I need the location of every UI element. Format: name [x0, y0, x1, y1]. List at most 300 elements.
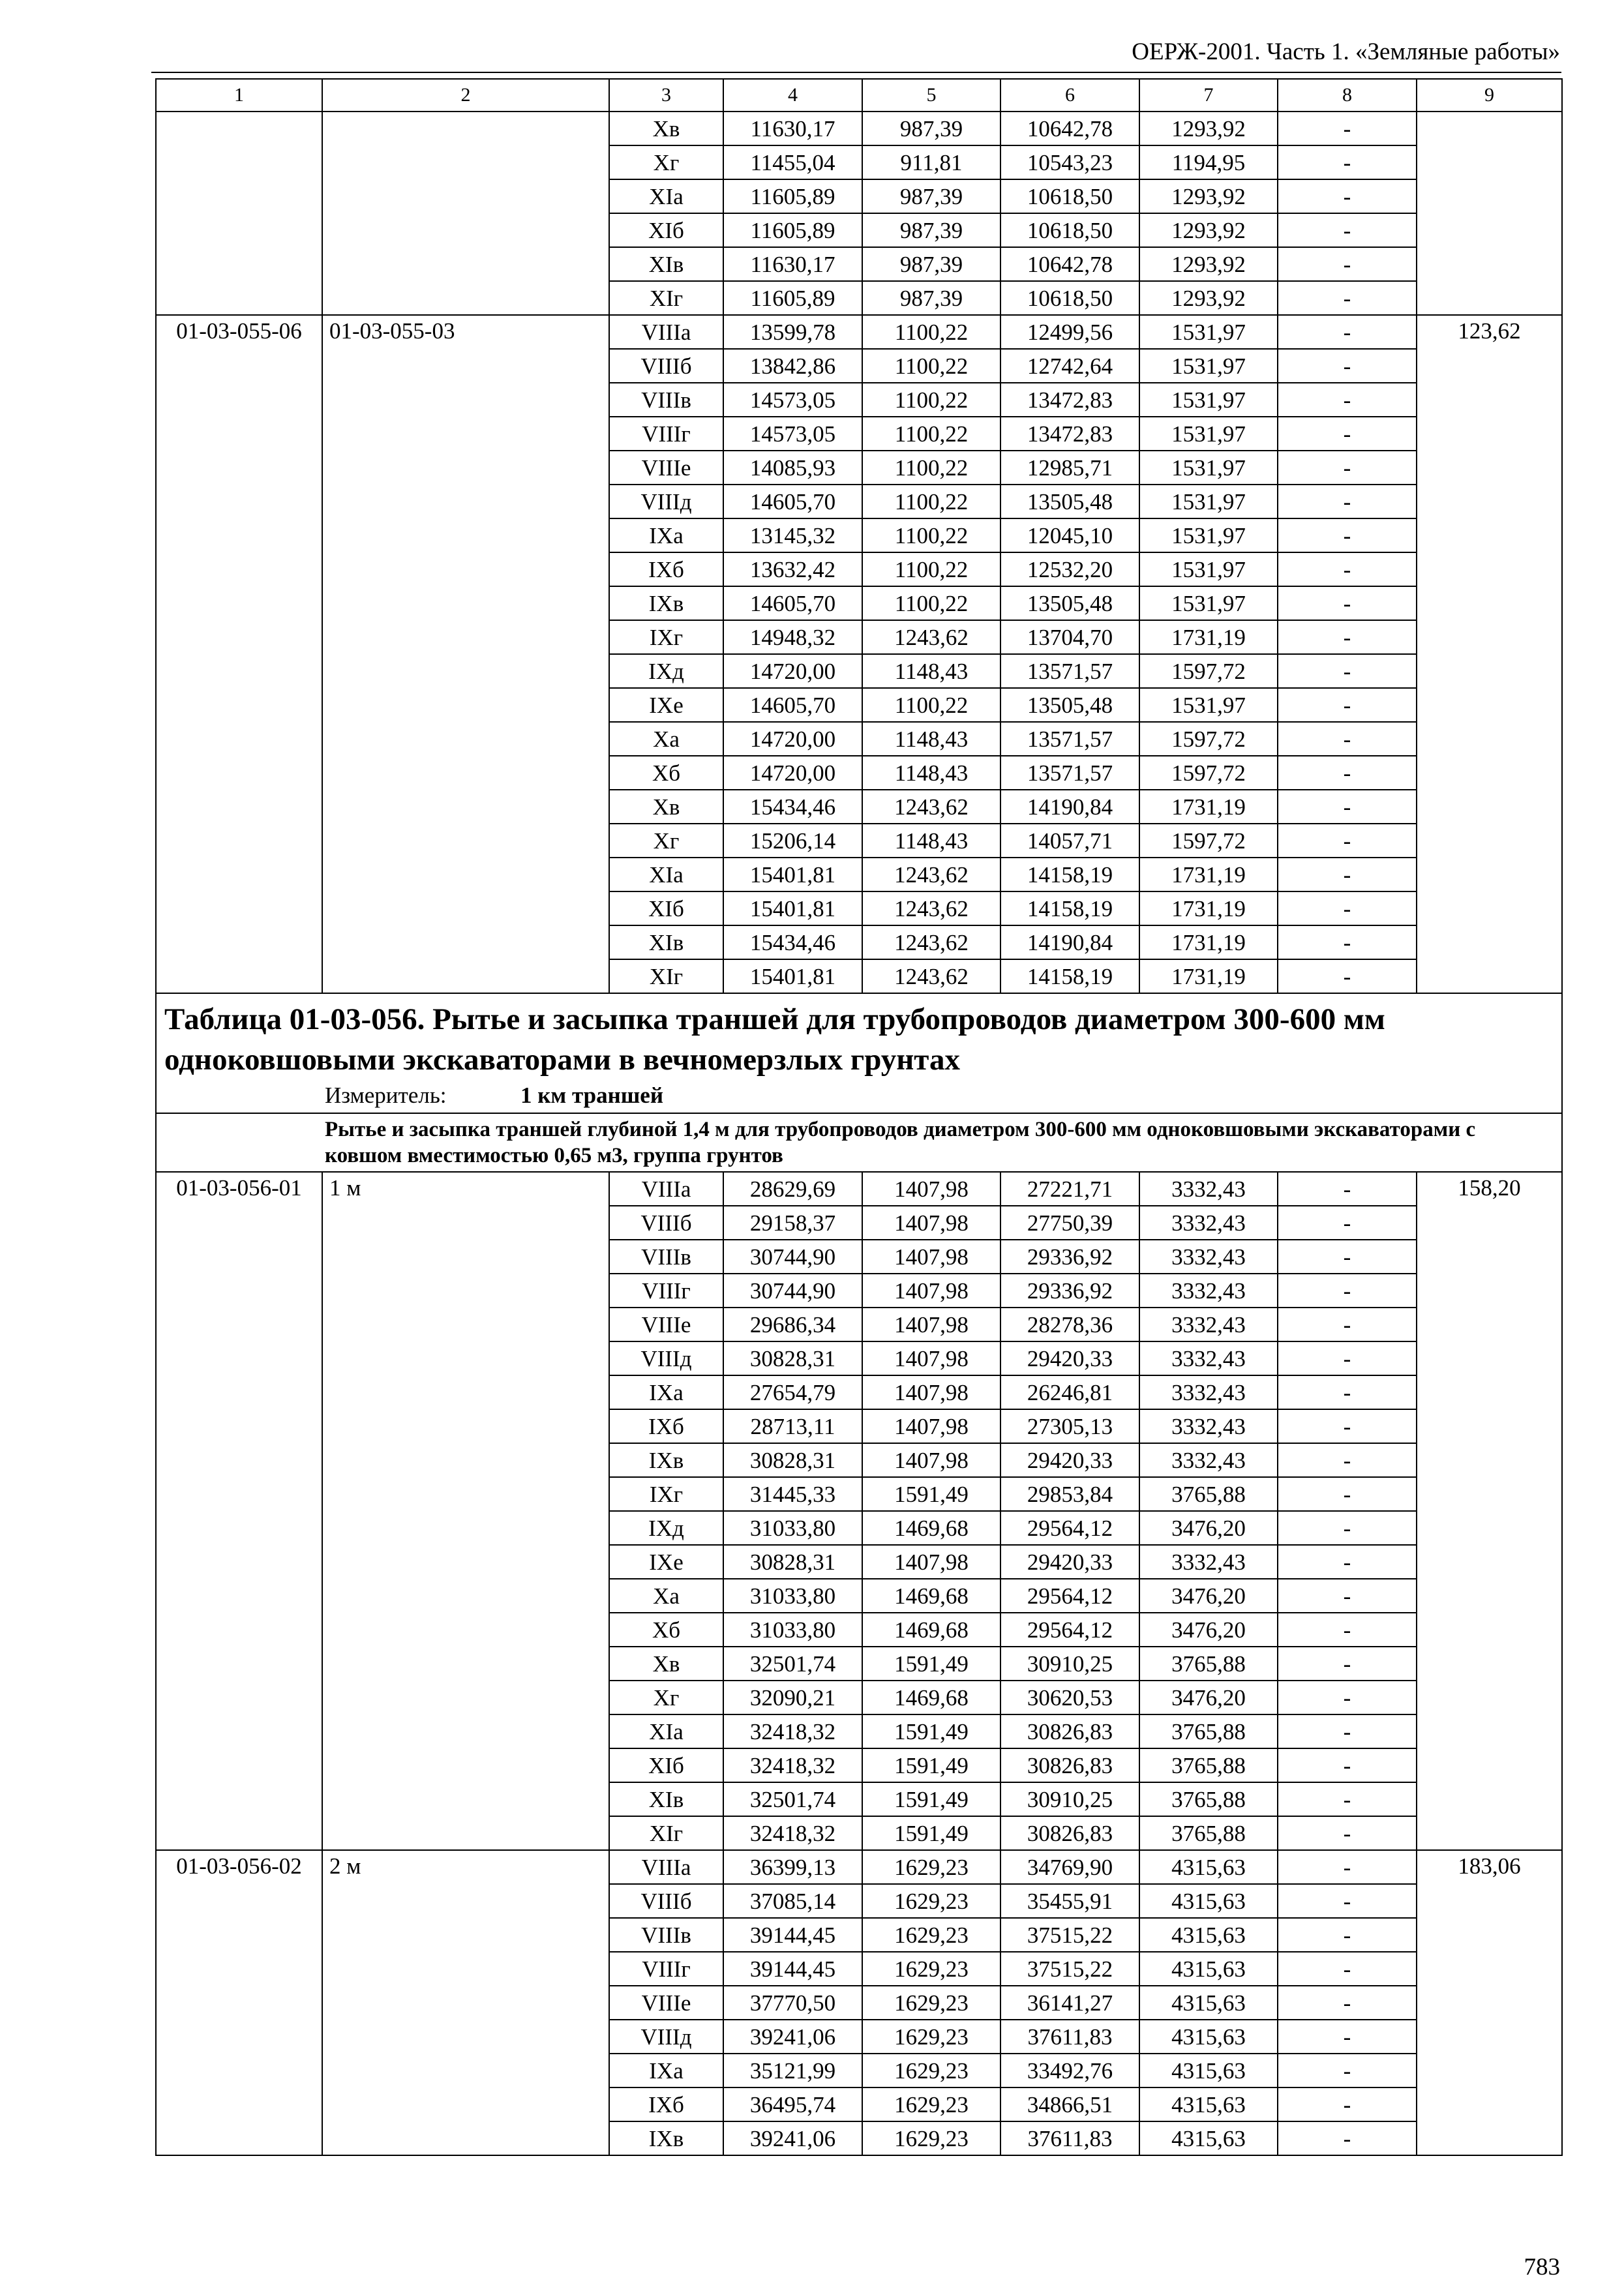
value-cell: 13632,42: [723, 552, 862, 586]
value-cell: 13704,70: [1000, 620, 1139, 654]
value-cell: 1629,23: [862, 2020, 1000, 2054]
value-cell: -: [1278, 824, 1417, 858]
value-cell: 10618,50: [1000, 281, 1139, 315]
value-cell: 1731,19: [1139, 620, 1278, 654]
value-cell: 1293,92: [1139, 112, 1278, 145]
value-cell: -: [1278, 247, 1417, 281]
value-cell: 30828,31: [723, 1545, 862, 1579]
value-cell: 3765,88: [1139, 1782, 1278, 1816]
soil-group-cell: VIIIг: [609, 1274, 723, 1308]
unit-value: 1 км траншей: [520, 1083, 664, 1108]
value-cell: 10543,23: [1000, 145, 1139, 179]
column-number-cell: 6: [1000, 79, 1139, 112]
value-cell: 1243,62: [862, 790, 1000, 824]
value-cell: 3765,88: [1139, 1477, 1278, 1511]
value-cell: 39241,06: [723, 2121, 862, 2155]
value-cell: 35121,99: [723, 2054, 862, 2087]
value-cell: 1731,19: [1139, 925, 1278, 959]
work-name-cell: 2 м: [322, 1850, 609, 2155]
value-cell: 3332,43: [1139, 1240, 1278, 1274]
soil-group-cell: VIIIд: [609, 1341, 723, 1375]
soil-group-cell: VIIIд: [609, 2020, 723, 2054]
value-cell: 33492,76: [1000, 2054, 1139, 2087]
value-cell: 28629,69: [723, 1172, 862, 1206]
value-cell: 29564,12: [1000, 1511, 1139, 1545]
soil-group-cell: XIб: [609, 891, 723, 925]
value-cell: 30826,83: [1000, 1816, 1139, 1850]
soil-group-cell: VIIIг: [609, 1952, 723, 1986]
value-cell: 3332,43: [1139, 1206, 1278, 1240]
value-cell: 3332,43: [1139, 1172, 1278, 1206]
value-cell: 29686,34: [723, 1308, 862, 1341]
value-cell: 3332,43: [1139, 1375, 1278, 1409]
value-cell: 13472,83: [1000, 383, 1139, 417]
value-cell: 14605,70: [723, 586, 862, 620]
column-number-cell: 5: [862, 79, 1000, 112]
value-cell: 1407,98: [862, 1443, 1000, 1477]
value-cell: 29853,84: [1000, 1477, 1139, 1511]
value-cell: 11605,89: [723, 179, 862, 213]
value-cell: -: [1278, 112, 1417, 145]
value-cell: 30826,83: [1000, 1748, 1139, 1782]
value-cell: -: [1278, 1545, 1417, 1579]
value-cell: 1293,92: [1139, 247, 1278, 281]
value-cell: 29564,12: [1000, 1579, 1139, 1613]
soil-group-cell: Ха: [609, 1579, 723, 1613]
column-number-row: [156, 79, 1562, 112]
soil-group-cell: XIг: [609, 1816, 723, 1850]
soil-group-cell: VIIIе: [609, 1308, 723, 1341]
value-cell: -: [1278, 722, 1417, 756]
work-name-cell: 01-03-055-03: [322, 315, 609, 993]
value-cell: 14158,19: [1000, 959, 1139, 993]
table-row: [156, 1850, 1562, 1884]
page-header-title: ОЕРЖ-2001. Часть 1. «Земляные работы»: [1132, 38, 1560, 65]
value-cell: 28278,36: [1000, 1308, 1139, 1341]
value-cell: -: [1278, 891, 1417, 925]
value-cell: 1194,95: [1139, 145, 1278, 179]
table-title: Таблица 01-03-056. Рытье и засыпка траншей для трубопроводов диаметром 300-600 мм одноковшовыми экскаваторами в вечномерзлых грунтах: [164, 1002, 1385, 1077]
value-cell: 1531,97: [1139, 518, 1278, 552]
value-cell: 1148,43: [862, 756, 1000, 790]
soil-group-cell: VIIIб: [609, 1884, 723, 1918]
value-cell: 29336,92: [1000, 1240, 1139, 1274]
work-name-cell: 1 м: [322, 1172, 609, 1850]
value-cell: 1293,92: [1139, 179, 1278, 213]
soil-group-cell: IXб: [609, 552, 723, 586]
value-cell: 27750,39: [1000, 1206, 1139, 1240]
column-number-cell: 1: [156, 79, 322, 112]
value-cell: 32501,74: [723, 1647, 862, 1681]
table-row: [156, 112, 1562, 145]
value-cell: 1100,22: [862, 485, 1000, 518]
value-cell: 31033,80: [723, 1511, 862, 1545]
value-cell: 37515,22: [1000, 1918, 1139, 1952]
value-cell: -: [1278, 1782, 1417, 1816]
value-cell: 37611,83: [1000, 2020, 1139, 2054]
soil-group-cell: VIIIв: [609, 383, 723, 417]
value-cell: 14057,71: [1000, 824, 1139, 858]
value-cell: 12742,64: [1000, 349, 1139, 383]
value-cell: -: [1278, 315, 1417, 349]
value-cell: 13571,57: [1000, 654, 1139, 688]
value-cell: 14158,19: [1000, 858, 1139, 891]
soil-group-cell: VIIIе: [609, 451, 723, 485]
value-cell: 1597,72: [1139, 722, 1278, 756]
value-cell: 4315,63: [1139, 1986, 1278, 2020]
value-cell: 14573,05: [723, 383, 862, 417]
value-cell: 15401,81: [723, 891, 862, 925]
value-cell: -: [1278, 2054, 1417, 2087]
value-cell: -: [1278, 552, 1417, 586]
total-cell: 158,20: [1417, 1172, 1562, 1850]
value-cell: -: [1278, 1884, 1417, 1918]
value-cell: 13505,48: [1000, 688, 1139, 722]
value-cell: 1148,43: [862, 722, 1000, 756]
value-cell: -: [1278, 1816, 1417, 1850]
value-cell: 14085,93: [723, 451, 862, 485]
value-cell: 10642,78: [1000, 112, 1139, 145]
soil-group-cell: VIIIв: [609, 1918, 723, 1952]
value-cell: 30828,31: [723, 1443, 862, 1477]
value-cell: 11455,04: [723, 145, 862, 179]
value-cell: 1531,97: [1139, 485, 1278, 518]
value-cell: 1629,23: [862, 1850, 1000, 1884]
value-cell: 13472,83: [1000, 417, 1139, 451]
value-cell: 30620,53: [1000, 1681, 1139, 1714]
column-number-cell: 8: [1278, 79, 1417, 112]
table-heading-row: [156, 993, 1562, 1113]
value-cell: 1100,22: [862, 383, 1000, 417]
value-cell: -: [1278, 451, 1417, 485]
soil-group-cell: Хв: [609, 1647, 723, 1681]
value-cell: 1731,19: [1139, 959, 1278, 993]
value-cell: 1100,22: [862, 315, 1000, 349]
value-cell: 3332,43: [1139, 1341, 1278, 1375]
value-cell: 1100,22: [862, 451, 1000, 485]
table-unit: [325, 1083, 1554, 1109]
value-cell: 1469,68: [862, 1613, 1000, 1647]
value-cell: -: [1278, 1681, 1417, 1714]
soil-group-cell: VIIIв: [609, 1240, 723, 1274]
value-cell: -: [1278, 688, 1417, 722]
value-cell: 12532,20: [1000, 552, 1139, 586]
value-cell: -: [1278, 1409, 1417, 1443]
value-cell: 27221,71: [1000, 1172, 1139, 1206]
value-cell: 29420,33: [1000, 1443, 1139, 1477]
value-cell: -: [1278, 790, 1417, 824]
soil-group-cell: Хб: [609, 756, 723, 790]
value-cell: 1293,92: [1139, 281, 1278, 315]
value-cell: 3765,88: [1139, 1816, 1278, 1850]
soil-group-cell: IXб: [609, 1409, 723, 1443]
value-cell: 1407,98: [862, 1172, 1000, 1206]
column-number-cell: 9: [1417, 79, 1562, 112]
value-cell: 26246,81: [1000, 1375, 1139, 1409]
value-cell: 4315,63: [1139, 2121, 1278, 2155]
value-cell: -: [1278, 959, 1417, 993]
value-cell: 14720,00: [723, 722, 862, 756]
value-cell: 1407,98: [862, 1308, 1000, 1341]
soil-group-cell: VIIIг: [609, 417, 723, 451]
value-cell: 1100,22: [862, 417, 1000, 451]
rates-table-body: [156, 79, 1562, 2155]
value-cell: 36399,13: [723, 1850, 862, 1884]
value-cell: 14158,19: [1000, 891, 1139, 925]
value-cell: 30826,83: [1000, 1714, 1139, 1748]
value-cell: -: [1278, 1172, 1417, 1206]
value-cell: 1531,97: [1139, 417, 1278, 451]
column-number-cell: 7: [1139, 79, 1278, 112]
value-cell: 1243,62: [862, 891, 1000, 925]
value-cell: 30744,90: [723, 1274, 862, 1308]
value-cell: 1407,98: [862, 1274, 1000, 1308]
value-cell: -: [1278, 1274, 1417, 1308]
soil-group-cell: XIг: [609, 281, 723, 315]
soil-group-cell: IXв: [609, 1443, 723, 1477]
value-cell: 1407,98: [862, 1240, 1000, 1274]
value-cell: 4315,63: [1139, 1918, 1278, 1952]
value-cell: -: [1278, 1240, 1417, 1274]
soil-group-cell: VIIIа: [609, 315, 723, 349]
value-cell: 11605,89: [723, 213, 862, 247]
unit-label: Измеритель:: [325, 1083, 447, 1108]
soil-group-cell: XIа: [609, 1714, 723, 1748]
rate-code-cell: 01-03-056-01: [156, 1172, 322, 1850]
rate-code-cell: 01-03-055-06: [156, 315, 322, 993]
soil-group-cell: VIIIб: [609, 349, 723, 383]
value-cell: 1100,22: [862, 586, 1000, 620]
value-cell: 13571,57: [1000, 722, 1139, 756]
value-cell: 3476,20: [1139, 1613, 1278, 1647]
soil-group-cell: XIв: [609, 925, 723, 959]
soil-group-cell: Хг: [609, 824, 723, 858]
value-cell: -: [1278, 1341, 1417, 1375]
value-cell: 39144,45: [723, 1952, 862, 1986]
value-cell: 35455,91: [1000, 1884, 1139, 1918]
value-cell: 11630,17: [723, 247, 862, 281]
value-cell: 987,39: [862, 247, 1000, 281]
value-cell: 1597,72: [1139, 756, 1278, 790]
value-cell: 29336,92: [1000, 1274, 1139, 1308]
header-divider: [151, 72, 1561, 73]
rates-table: [155, 78, 1563, 2156]
value-cell: -: [1278, 1375, 1417, 1409]
value-cell: 3765,88: [1139, 1647, 1278, 1681]
value-cell: -: [1278, 349, 1417, 383]
value-cell: -: [1278, 281, 1417, 315]
soil-group-cell: XIа: [609, 179, 723, 213]
soil-group-cell: IXе: [609, 688, 723, 722]
value-cell: 1629,23: [862, 1986, 1000, 2020]
value-cell: -: [1278, 485, 1417, 518]
value-cell: 987,39: [862, 179, 1000, 213]
value-cell: 4315,63: [1139, 1850, 1278, 1884]
value-cell: 29420,33: [1000, 1341, 1139, 1375]
value-cell: 1629,23: [862, 2087, 1000, 2121]
value-cell: 13842,86: [723, 349, 862, 383]
soil-group-cell: VIIIд: [609, 485, 723, 518]
value-cell: -: [1278, 145, 1417, 179]
soil-group-cell: IXа: [609, 1375, 723, 1409]
value-cell: 13571,57: [1000, 756, 1139, 790]
value-cell: -: [1278, 2121, 1417, 2155]
soil-group-cell: VIIIе: [609, 1986, 723, 2020]
value-cell: -: [1278, 620, 1417, 654]
value-cell: 15434,46: [723, 925, 862, 959]
value-cell: -: [1278, 1579, 1417, 1613]
value-cell: 27654,79: [723, 1375, 862, 1409]
value-cell: -: [1278, 1511, 1417, 1545]
value-cell: 1591,49: [862, 1647, 1000, 1681]
value-cell: 1243,62: [862, 620, 1000, 654]
value-cell: 14948,32: [723, 620, 862, 654]
value-cell: 3476,20: [1139, 1579, 1278, 1613]
value-cell: 32418,32: [723, 1714, 862, 1748]
value-cell: 37085,14: [723, 1884, 862, 1918]
value-cell: 1531,97: [1139, 586, 1278, 620]
value-cell: 30910,25: [1000, 1647, 1139, 1681]
value-cell: -: [1278, 1952, 1417, 1986]
value-cell: 1243,62: [862, 925, 1000, 959]
value-cell: 1731,19: [1139, 891, 1278, 925]
value-cell: 1591,49: [862, 1782, 1000, 1816]
value-cell: -: [1278, 586, 1417, 620]
value-cell: 1407,98: [862, 1409, 1000, 1443]
value-cell: 1407,98: [862, 1341, 1000, 1375]
soil-group-cell: Хг: [609, 1681, 723, 1714]
value-cell: 987,39: [862, 281, 1000, 315]
value-cell: 27305,13: [1000, 1409, 1139, 1443]
value-cell: 1100,22: [862, 552, 1000, 586]
soil-group-cell: IXа: [609, 2054, 723, 2087]
value-cell: 1531,97: [1139, 552, 1278, 586]
value-cell: -: [1278, 1206, 1417, 1240]
value-cell: -: [1278, 1308, 1417, 1341]
soil-group-cell: Хв: [609, 112, 723, 145]
soil-group-cell: IXа: [609, 518, 723, 552]
column-number-cell: 2: [322, 79, 609, 112]
value-cell: -: [1278, 925, 1417, 959]
value-cell: 30828,31: [723, 1341, 862, 1375]
value-cell: 4315,63: [1139, 2020, 1278, 2054]
value-cell: 3765,88: [1139, 1714, 1278, 1748]
soil-group-cell: VIIIа: [609, 1850, 723, 1884]
value-cell: -: [1278, 2020, 1417, 2054]
value-cell: 14573,05: [723, 417, 862, 451]
column-number-cell: 4: [723, 79, 862, 112]
soil-group-cell: IXд: [609, 654, 723, 688]
value-cell: 14720,00: [723, 654, 862, 688]
work-name-cell: [322, 112, 609, 315]
value-cell: 14720,00: [723, 756, 862, 790]
soil-group-cell: XIг: [609, 959, 723, 993]
value-cell: 1531,97: [1139, 349, 1278, 383]
value-cell: 3332,43: [1139, 1274, 1278, 1308]
value-cell: 12499,56: [1000, 315, 1139, 349]
value-cell: 12045,10: [1000, 518, 1139, 552]
value-cell: 39241,06: [723, 2020, 862, 2054]
value-cell: 1591,49: [862, 1748, 1000, 1782]
value-cell: 3332,43: [1139, 1409, 1278, 1443]
soil-group-cell: XIа: [609, 858, 723, 891]
value-cell: 1407,98: [862, 1375, 1000, 1409]
soil-group-cell: Хв: [609, 790, 723, 824]
value-cell: 987,39: [862, 213, 1000, 247]
value-cell: 37611,83: [1000, 2121, 1139, 2155]
value-cell: 3332,43: [1139, 1545, 1278, 1579]
table-description-row: [156, 1113, 1562, 1172]
value-cell: 4315,63: [1139, 1884, 1278, 1918]
value-cell: 1293,92: [1139, 213, 1278, 247]
value-cell: -: [1278, 417, 1417, 451]
value-cell: -: [1278, 1748, 1417, 1782]
value-cell: 15434,46: [723, 790, 862, 824]
value-cell: 29420,33: [1000, 1545, 1139, 1579]
value-cell: 31445,33: [723, 1477, 862, 1511]
total-cell: 183,06: [1417, 1850, 1562, 2155]
value-cell: -: [1278, 654, 1417, 688]
value-cell: -: [1278, 213, 1417, 247]
total-cell: 123,62: [1417, 315, 1562, 993]
value-cell: 36495,74: [723, 2087, 862, 2121]
value-cell: 1531,97: [1139, 451, 1278, 485]
value-cell: 39144,45: [723, 1918, 862, 1952]
value-cell: 1629,23: [862, 1918, 1000, 1952]
value-cell: -: [1278, 1613, 1417, 1647]
value-cell: -: [1278, 2087, 1417, 2121]
value-cell: 987,39: [862, 112, 1000, 145]
value-cell: -: [1278, 1647, 1417, 1681]
value-cell: 14190,84: [1000, 790, 1139, 824]
soil-group-cell: IXв: [609, 2121, 723, 2155]
value-cell: 1469,68: [862, 1579, 1000, 1613]
value-cell: 10618,50: [1000, 179, 1139, 213]
soil-group-cell: IXв: [609, 586, 723, 620]
value-cell: 1597,72: [1139, 824, 1278, 858]
value-cell: 1629,23: [862, 1952, 1000, 1986]
value-cell: 15401,81: [723, 959, 862, 993]
value-cell: -: [1278, 179, 1417, 213]
value-cell: 30910,25: [1000, 1782, 1139, 1816]
value-cell: 32418,32: [723, 1748, 862, 1782]
value-cell: 32501,74: [723, 1782, 862, 1816]
value-cell: 31033,80: [723, 1579, 862, 1613]
value-cell: 29158,37: [723, 1206, 862, 1240]
value-cell: 911,81: [862, 145, 1000, 179]
value-cell: 37770,50: [723, 1986, 862, 2020]
value-cell: 14190,84: [1000, 925, 1139, 959]
value-cell: 11605,89: [723, 281, 862, 315]
value-cell: 1243,62: [862, 858, 1000, 891]
rate-code-cell: 01-03-056-02: [156, 1850, 322, 2155]
soil-group-cell: IXб: [609, 2087, 723, 2121]
value-cell: 4315,63: [1139, 2087, 1278, 2121]
soil-group-cell: IXд: [609, 1511, 723, 1545]
value-cell: 1407,98: [862, 1545, 1000, 1579]
value-cell: 1731,19: [1139, 858, 1278, 891]
value-cell: -: [1278, 383, 1417, 417]
value-cell: 32090,21: [723, 1681, 862, 1714]
value-cell: 14605,70: [723, 485, 862, 518]
value-cell: 1469,68: [862, 1681, 1000, 1714]
value-cell: 13599,78: [723, 315, 862, 349]
value-cell: 1591,49: [862, 1477, 1000, 1511]
value-cell: 4315,63: [1139, 2054, 1278, 2087]
value-cell: 13505,48: [1000, 586, 1139, 620]
value-cell: -: [1278, 1443, 1417, 1477]
page-number: 783: [1524, 2254, 1560, 2281]
